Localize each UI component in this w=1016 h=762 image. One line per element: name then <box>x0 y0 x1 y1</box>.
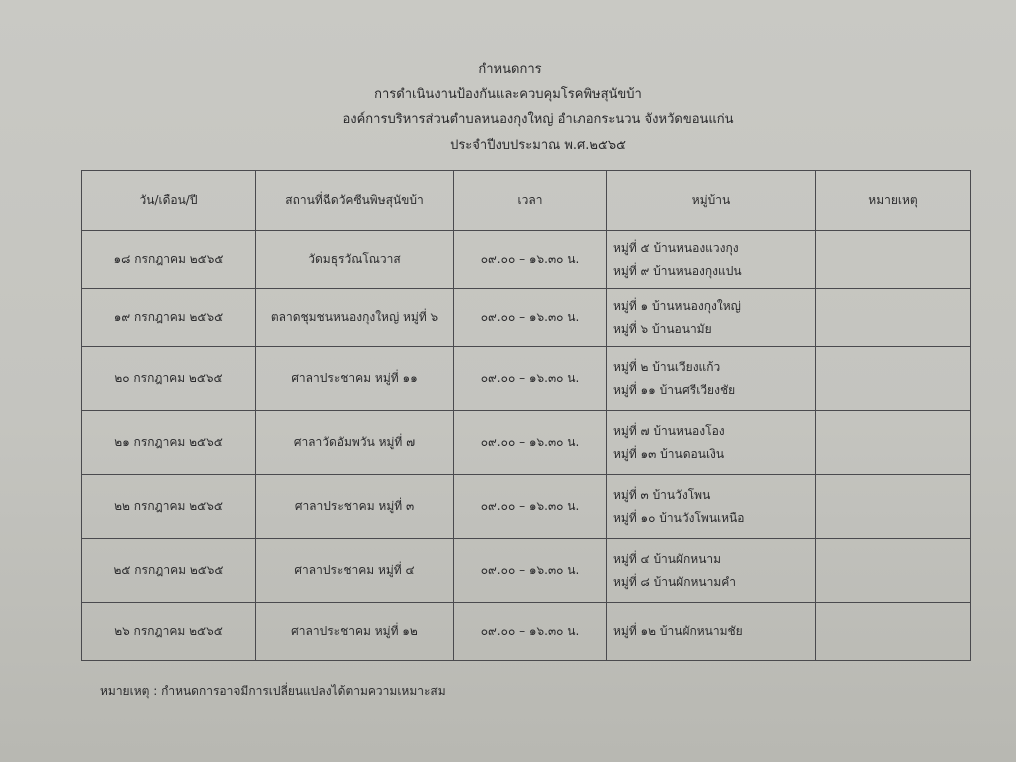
table-row <box>82 603 971 661</box>
cell-remark <box>816 475 971 539</box>
village-line: หมู่ที่ ๔ บ้านผักหนาม <box>613 551 722 566</box>
table-row <box>82 289 971 347</box>
schedule-table <box>81 170 971 661</box>
cell-date: ๑๘ กรกฎาคม ๒๕๖๕ <box>82 231 256 289</box>
cell-village <box>607 347 816 411</box>
cell-place: ตลาดชุมชนหนองกุงใหญ่ หมู่ที่ ๖ <box>256 289 454 347</box>
cell-place: ศาลาประชาคม หมู่ที่ ๑๒ <box>256 603 454 661</box>
village-line: หมู่ที่ ๕ บ้านหนองแวงกุง <box>613 240 739 255</box>
table-row <box>82 347 971 411</box>
cell-time: ๐๙.๐๐ – ๑๖.๓๐ น. <box>454 347 607 411</box>
cell-place: ศาลาประชาคม หมู่ที่ ๓ <box>256 475 454 539</box>
cell-date: ๒๐ กรกฎาคม ๒๕๖๕ <box>82 347 256 411</box>
cell-village <box>607 289 816 347</box>
cell-remark <box>816 539 971 603</box>
cell-date: ๑๙ กรกฎาคม ๒๕๖๕ <box>82 289 256 347</box>
cell-date: ๒๑ กรกฎาคม ๒๕๖๕ <box>82 411 256 475</box>
cell-date: ๒๒ กรกฎาคม ๒๕๖๕ <box>82 475 256 539</box>
doc-fiscal-year: ประจำปีงบประมาณ พ.ศ.๒๕๖๕ <box>450 138 626 153</box>
doc-organization: องค์การบริหารส่วนตำบลหนองกุงใหญ่ อำเภอกระนวน จังหวัดขอนแก่น <box>342 112 734 127</box>
cell-time: ๐๙.๐๐ – ๑๖.๓๐ น. <box>454 475 607 539</box>
village-line: หมู่ที่ ๑ บ้านหนองกุงใหญ่ <box>613 298 741 313</box>
cell-remark <box>816 289 971 347</box>
cell-time: ๐๙.๐๐ – ๑๖.๓๐ น. <box>454 289 607 347</box>
cell-place: ศาลาประชาคม หมู่ที่ ๔ <box>256 539 454 603</box>
col-header-remark: หมายเหตุ <box>816 171 971 231</box>
cell-date: ๒๕ กรกฎาคม ๒๕๖๕ <box>82 539 256 603</box>
table-row <box>82 411 971 475</box>
cell-remark <box>816 411 971 475</box>
col-header-date: วัน/เดือน/ปี <box>82 171 256 231</box>
village-line: หมู่ที่ ๗ บ้านหนองโอง <box>613 423 725 438</box>
village-line: หมู่ที่ ๓ บ้านวังโพน <box>613 487 711 502</box>
cell-village <box>607 539 816 603</box>
village-line: หมู่ที่ ๖ บ้านอนามัย <box>613 321 712 336</box>
col-header-village: หมู่บ้าน <box>607 171 816 231</box>
village-line: หมู่ที่ ๘ บ้านผักหนามคำ <box>613 574 736 589</box>
table-row <box>82 475 971 539</box>
table-row <box>82 539 971 603</box>
col-header-time: เวลา <box>454 171 607 231</box>
cell-time: ๐๙.๐๐ – ๑๖.๓๐ น. <box>454 603 607 661</box>
cell-time: ๐๙.๐๐ – ๑๖.๓๐ น. <box>454 231 607 289</box>
village-line: หมู่ที่ ๑๐ บ้านวังโพนเหนือ <box>613 510 745 525</box>
footnote: หมายเหตุ : กำหนดการอาจมีการเปลี่ยนแปลงได้ตามความเหมาะสม <box>100 684 446 698</box>
village-line: หมู่ที่ ๑๑ บ้านศรีเวียงชัย <box>613 382 736 397</box>
cell-place: ศาลาประชาคม หมู่ที่ ๑๑ <box>256 347 454 411</box>
cell-remark <box>816 603 971 661</box>
cell-village <box>607 231 816 289</box>
cell-village <box>607 603 816 661</box>
doc-title: กำหนดการ <box>478 62 542 77</box>
village-line: หมู่ที่ ๑๓ บ้านดอนเงิน <box>613 446 725 461</box>
village-line: หมู่ที่ ๙ บ้านหนองกุงแปน <box>613 263 742 278</box>
doc-subtitle: การดำเนินงานป้องกันและควบคุมโรคพิษสุนัขบ้า <box>374 87 642 102</box>
cell-village <box>607 475 816 539</box>
table-header-row <box>82 171 971 231</box>
cell-time: ๐๙.๐๐ – ๑๖.๓๐ น. <box>454 411 607 475</box>
village-line: หมู่ที่ ๑๒ บ้านผักหนามชัย <box>613 624 743 638</box>
cell-place: วัดมธุรวัณโณวาส <box>256 231 454 289</box>
table-row <box>82 231 971 289</box>
village-line: หมู่ที่ ๒ บ้านเวียงแก้ว <box>613 359 721 374</box>
cell-village <box>607 411 816 475</box>
cell-place: ศาลาวัดอัมพวัน หมู่ที่ ๗ <box>256 411 454 475</box>
cell-remark <box>816 231 971 289</box>
cell-remark <box>816 347 971 411</box>
cell-time: ๐๙.๐๐ – ๑๖.๓๐ น. <box>454 539 607 603</box>
cell-date: ๒๖ กรกฎาคม ๒๕๖๕ <box>82 603 256 661</box>
col-header-place: สถานที่ฉีดวัคซีนพิษสุนัขบ้า <box>256 171 454 231</box>
